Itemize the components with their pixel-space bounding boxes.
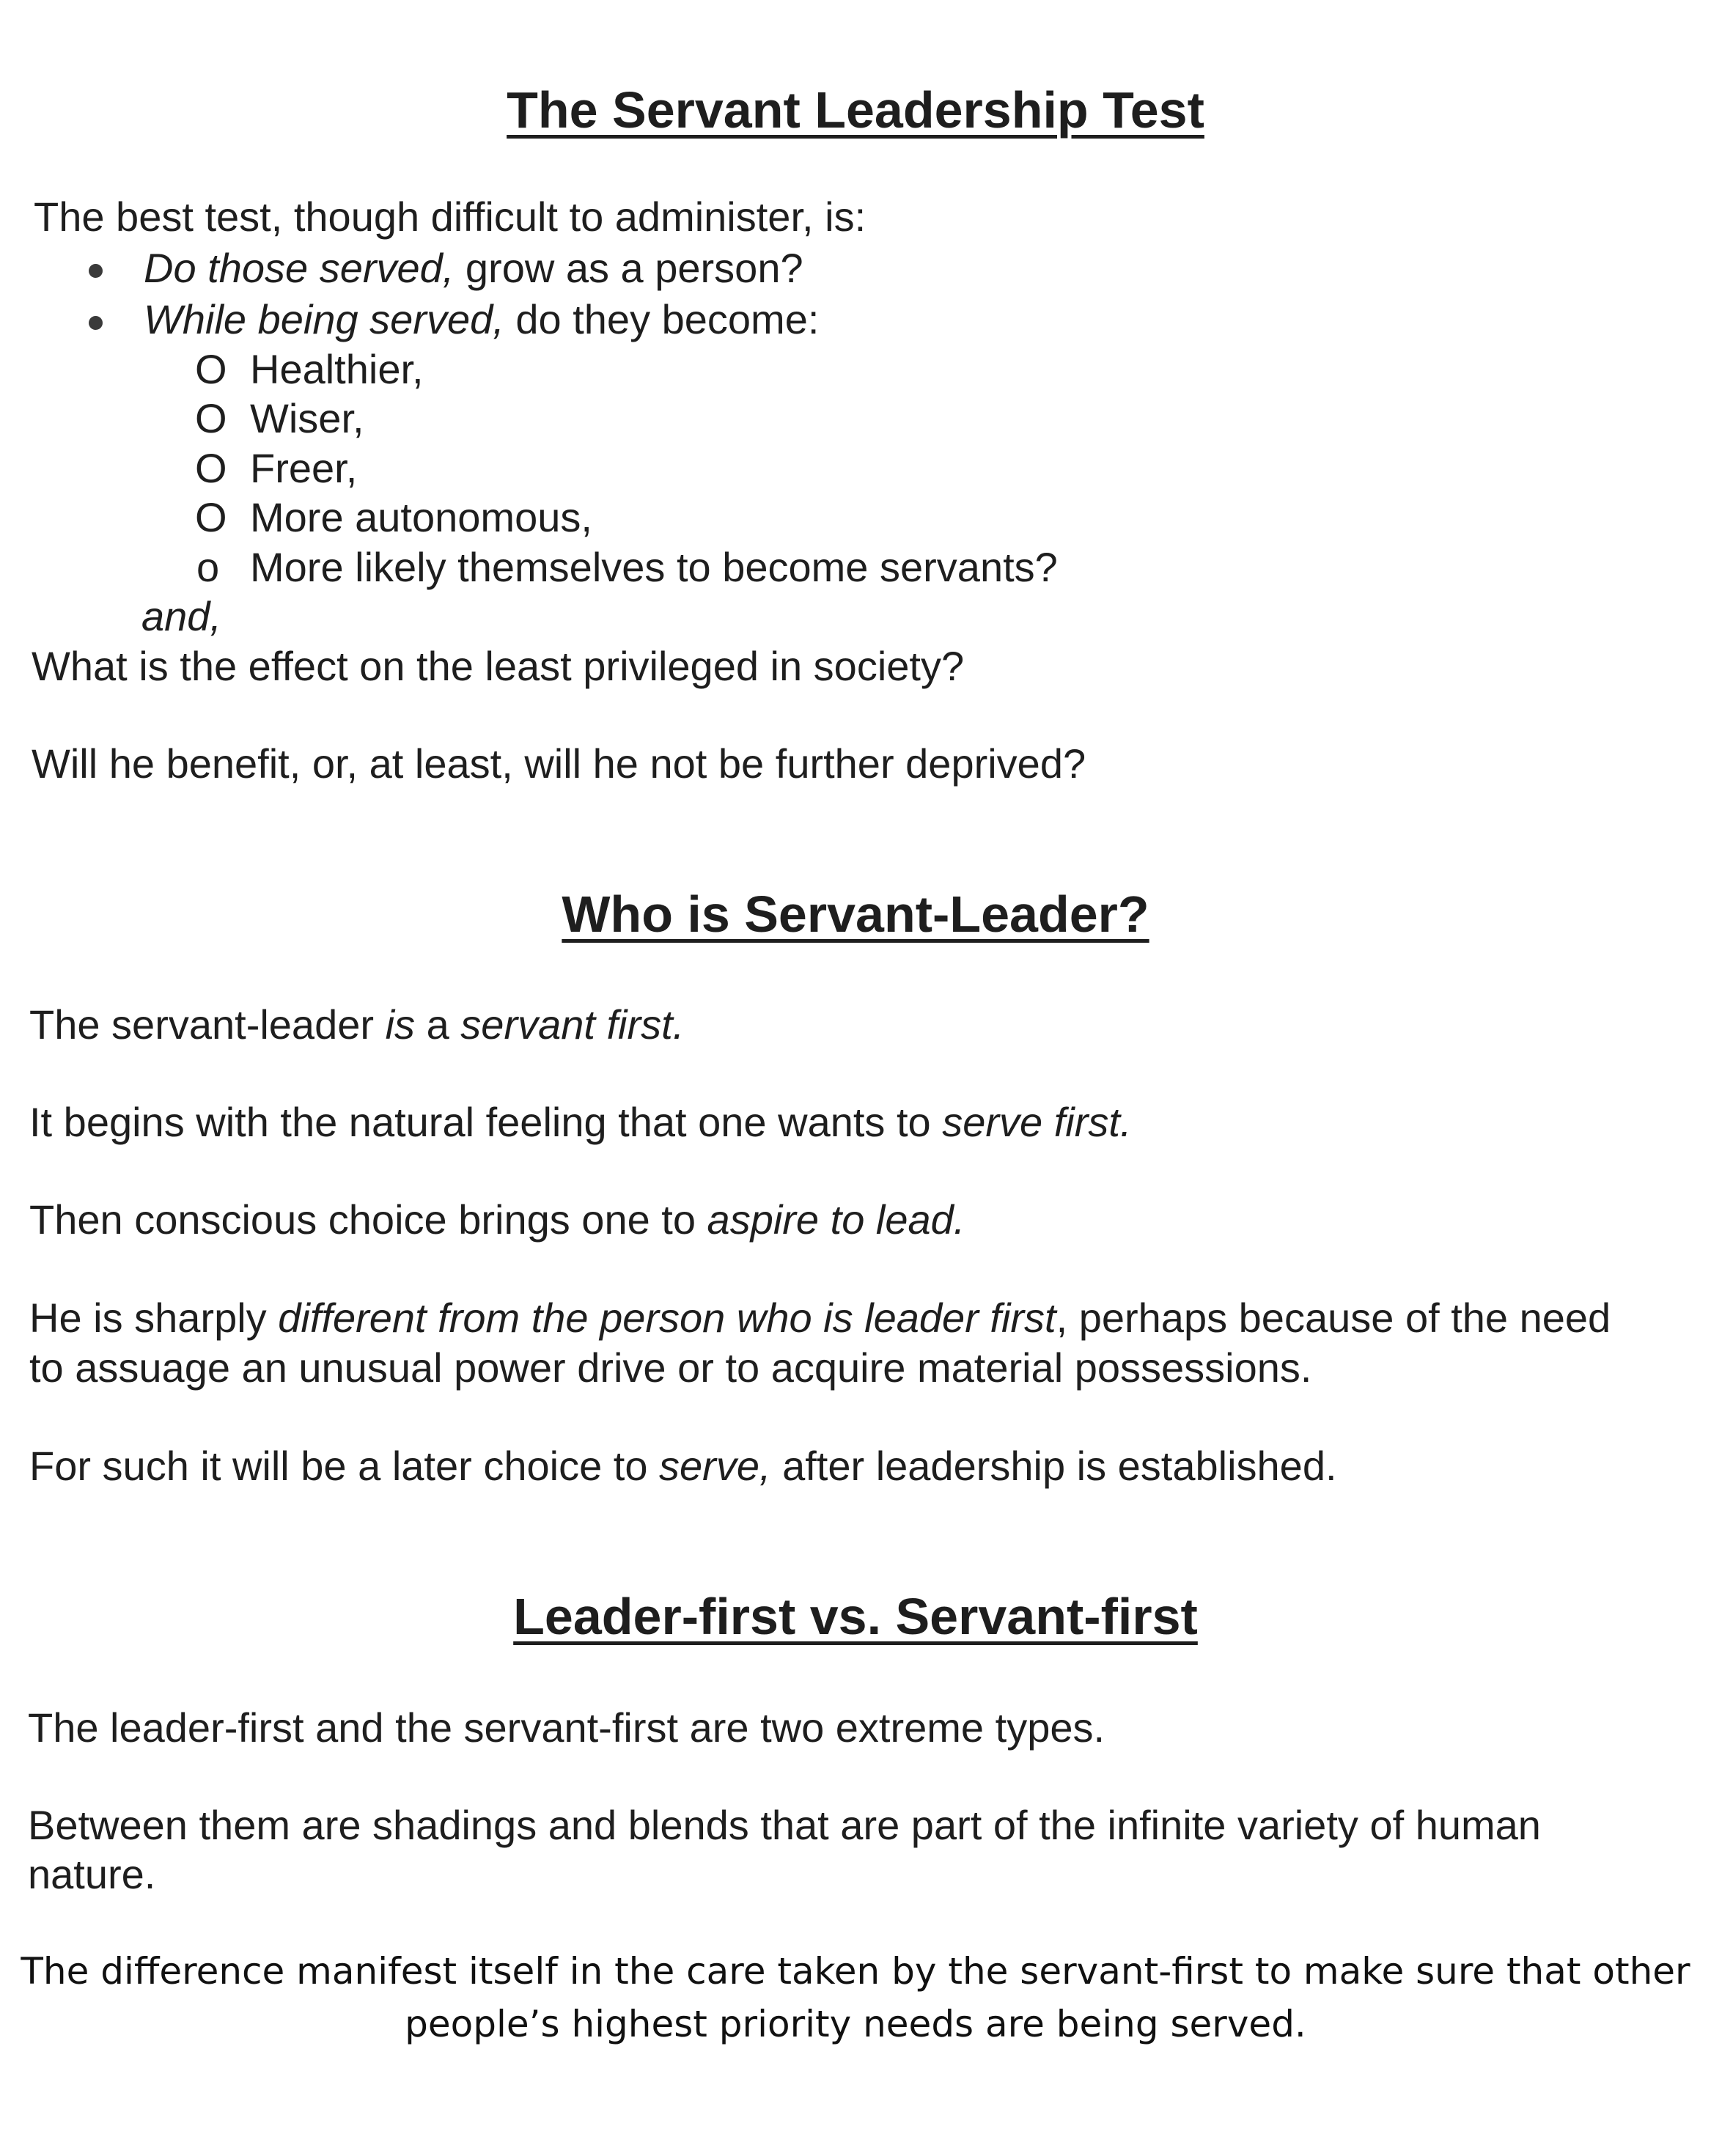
conscious-choice-paragraph: Then conscious choice brings one to aspire to lead. [29,1196,965,1243]
bullet-icon [89,264,103,278]
sharply-different-paragraph-line2: to assuage an unusual power drive or to acquire material possessions. [29,1344,1312,1391]
sub-item-wiser: Wiser, [250,395,364,441]
intro-text: The best test, though difficult to administer, is: [34,194,866,240]
shadings-paragraph-line2: nature. [28,1851,156,1897]
extreme-types-paragraph: The leader-first and the servant-first are two extreme types. [28,1704,1105,1751]
sharply-different-paragraph: He is sharply different from the person who is leader first, perhaps because of the need [29,1295,1611,1341]
sub-item-freer: Freer, [250,445,358,491]
later-choice-paragraph: For such it will be a later choice to serve, after leadership is established. [29,1443,1337,1489]
and-text: and, [141,593,221,639]
natural-feeling-paragraph: It begins with the natural feeling that one wants to serve first. [29,1099,1132,1145]
bullet-become: While being served, do they become: [144,296,820,342]
who-is-servant-leader-heading: Who is Servant-Leader? [562,886,1149,943]
bullet-icon [89,316,103,330]
sub-item-servants: More likely themselves to become servants? [250,544,1058,590]
bullet-grow: Do those served, grow as a person? [144,245,803,291]
sub-item-healthier: Healthier, [250,346,424,392]
sub-bullet-icon: O [195,494,227,540]
closing-line-2: people’s highest priority needs are being served. [405,2003,1306,2045]
sub-bullet-icon: o [196,544,220,590]
benefit-question: Will he benefit, or, at least, will he not be further deprived? [32,740,1086,787]
sub-bullet-icon: O [195,346,227,392]
closing-line-1: The difference manifest itself in the care taken by the servant-first to make sure that other [21,1950,1690,1993]
shadings-paragraph: Between them are shadings and blends that are part of the infinite variety of human [28,1802,1541,1848]
servant-first-paragraph: The servant-leader is a servant first. [29,1001,685,1048]
leader-first-vs-servant-first-heading: Leader-first vs. Servant-first [513,1588,1198,1645]
least-privileged-question: What is the effect on the least privileged in society? [32,643,965,689]
servant-leadership-test-heading: The Servant Leadership Test [507,81,1204,139]
sub-bullet-icon: O [195,395,227,441]
sub-item-autonomous: More autonomous, [250,494,592,540]
sub-bullet-icon: O [195,445,227,491]
